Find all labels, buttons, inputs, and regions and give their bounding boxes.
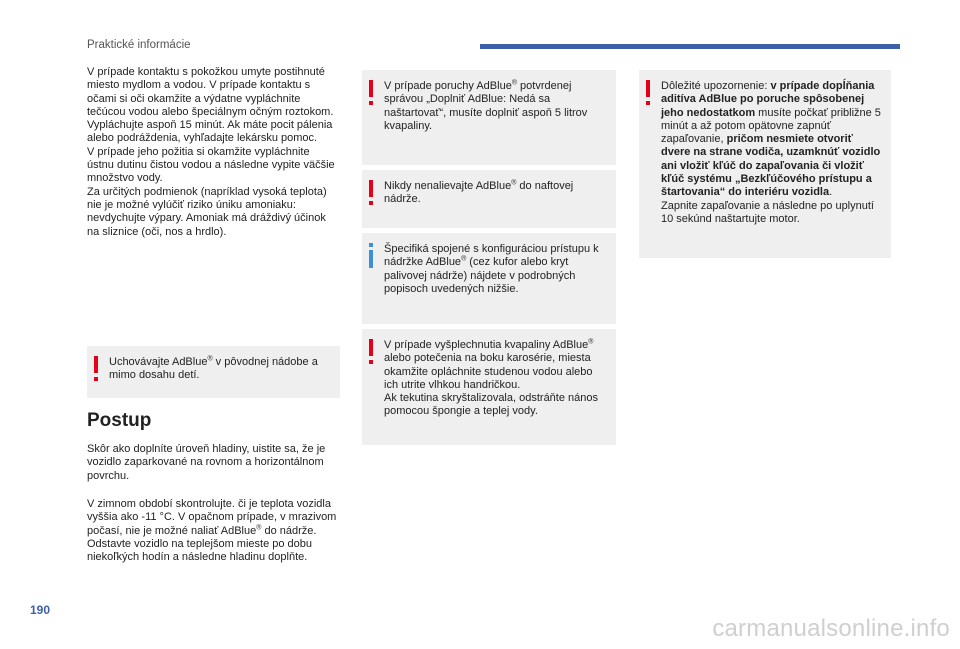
warning-box-spill — [362, 329, 616, 445]
warning-refill-text: V prípade poruchy AdBlue® potvrdenej správou „Doplniť AdBlue: Nedá sa naštartovať“, musíte doplniť aspoň 5 litrov kvapaliny. — [384, 79, 588, 132]
header-accent-bar — [480, 44, 900, 49]
section-heading: Postup — [87, 410, 152, 431]
info-access-text: Špecifiká spojené s konfiguráciou prístupu k nádržke AdBlue® (cez kufor alebo kryt palivovej nádrže) nájdete v podrobných popisoch uvedených nižšie. — [384, 243, 599, 295]
warning-box-diesel-tank — [362, 170, 616, 228]
children-warning-text: Uchovávajte AdBlue® v pôvodnej nádobe a mimo dosahu detí. — [109, 355, 318, 382]
important-start-text: Zapnite zapaľovanie a následne po uplynutí 10 sekúnd naštartujte motor. — [661, 199, 874, 225]
postup-paragraph-1: Skôr ako doplníte úroveň hladiny, uistite sa, že je vozidlo zaparkované na rovnom a horizontálnom povrchu. — [87, 443, 326, 482]
page-number: 190 — [30, 603, 51, 617]
warning-diesel-text: Nikdy nenalievajte AdBlue® do naftovej nádrže. — [384, 179, 574, 206]
ingestion-paragraph: V prípade jeho požitia si okamžite vypláchnite ústnu dutinu čistou vodou a následne vypite väčšie množstvo vody. — [87, 145, 335, 185]
important-text: Dôležité upozornenie: v prípade dopĺňania aditíva AdBlue po poruche spôsobenej jeho nedostatkom musíte počkať približne 5 minút a až potom opätovne zapnúť zapaľovanie, pričom nesmiete otvoriť dvere na strane vodiča, uzamknúť vozidlo ani vložiť kľúč do zapaľovania či vložiť kľúč systému „Bezkľúčového prístupu a štartovania“ do interiéru vozidla. — [661, 80, 881, 199]
warning-crystal-text: Ak tekutina skryštalizovala, odstráňte nános pomocou špongie a teplej vody. — [384, 392, 599, 418]
contact-paragraph: V prípade kontaktu s pokožkou umyte postihnuté miesto mydlom a vodou. V prípade kontaktu s očami si oči okamžite a výdatne vypláchnite tečúcou vodou alebo špeciálnym očným roztokom. Vypláchujte aspoň 15 minút. Ak máte pocit pálenia alebo podráždenia, vyhľadajte lekársku pomoc. — [87, 66, 334, 145]
postup-paragraph-2: V zimnom období skontrolujte. či je teplota vozidla vyššia ako -11 °C. V opačnom prípade, v mrazivom počasí, nie je možné naliať AdBlue® do nádrže. Odstavte vozidlo na teplejšom mieste po dobu niekoľkých hodín a následne hladinu doplňte. — [87, 498, 337, 564]
warning-spill-text: V prípade vyšplechnutia kvapaliny AdBlue® alebo potečenia na boku karosérie, miesta okamžite opláchnite studenou vodou alebo ich utrite vlhkou handričkou. — [384, 338, 594, 391]
info-box-access — [362, 233, 616, 324]
warning-box-important — [639, 70, 891, 258]
warning-box-refill — [362, 70, 616, 165]
conditions-paragraph: Za určitých podmienok (napríklad vysoká teplota) nie je možné vylúčiť riziko úniku amoniaku: nevdychujte výpary. Amoniak má dráždivý účinok na sliznice (oči, nos a hrdlo). — [87, 185, 327, 238]
watermark: carmanualsonline.info — [712, 615, 950, 642]
contact-instructions — [87, 66, 339, 239]
children-warning-box — [87, 346, 340, 398]
section-title: Praktické informácie — [87, 39, 191, 51]
